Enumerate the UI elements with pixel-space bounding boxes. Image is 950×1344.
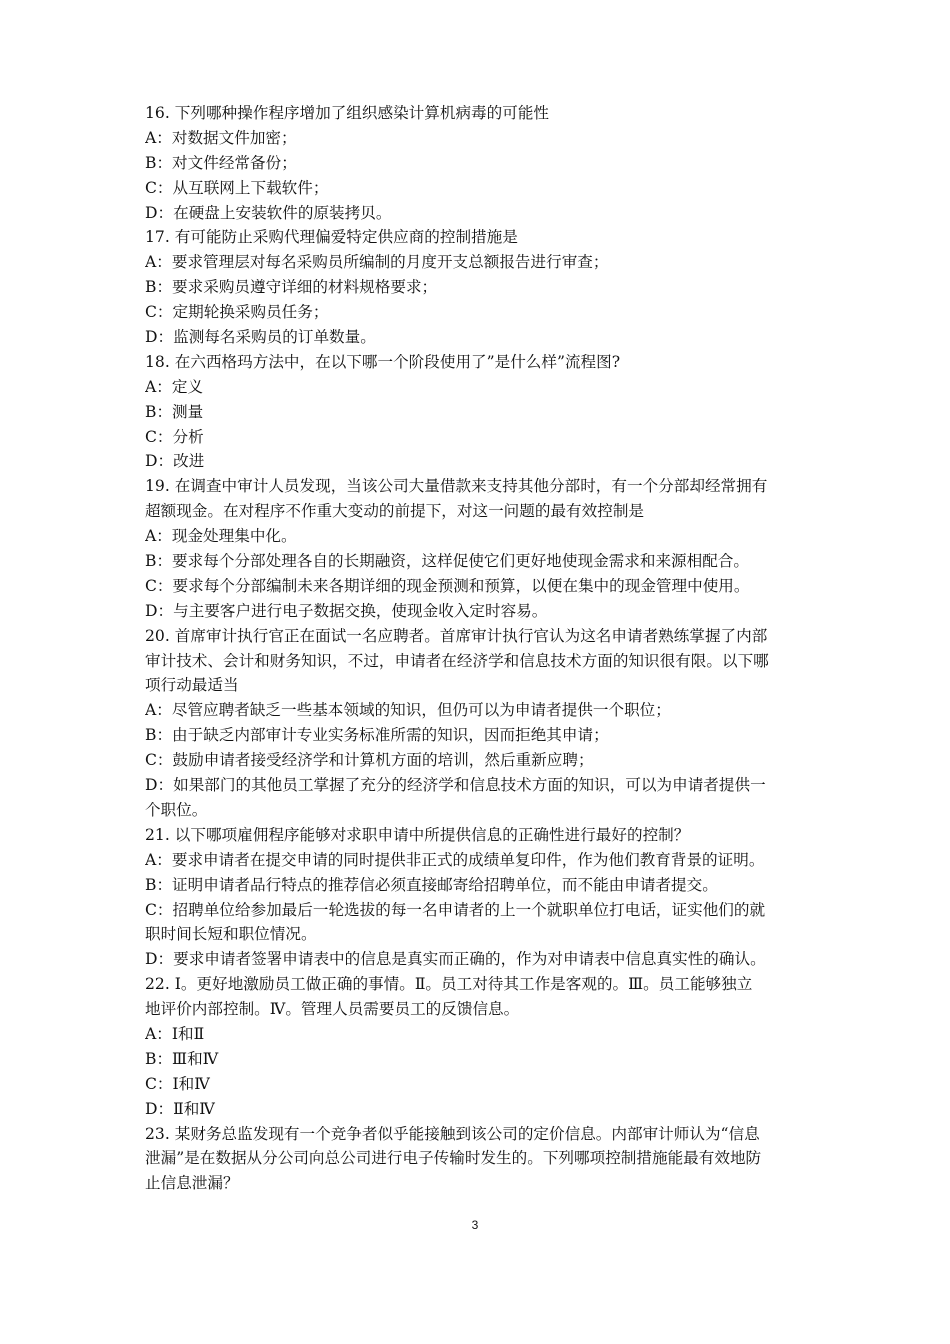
text-line: A：对数据文件加密；: [145, 128, 297, 147]
page-body: [145, 101, 821, 1196]
text-line: 止信息泄漏？: [145, 1174, 239, 1193]
text-line: 地评价内部控制。Ⅳ。管理人员需要员工的反馈信息。: [145, 1000, 520, 1019]
text-line: 18. 在六西格玛方法中，在以下哪一个阶段使用了”是什么样”流程图?: [145, 352, 621, 371]
text-line: A：现金处理集中化。: [145, 527, 297, 546]
text-line: 泄漏”是在数据从分公司向总公司进行电子传输时发生的。下列哪项控制措施能最有效地防: [145, 1149, 762, 1168]
text-line: 超额现金。在对程序不作重大变动的前提下，对这一问题的最有效控制是: [145, 502, 645, 521]
text-line: C：Ⅰ和Ⅳ: [145, 1074, 210, 1093]
text-line: 22. Ⅰ。更好地激励员工做正确的事情。Ⅱ。员工对待其工作是客观的。Ⅲ。员工能够独立: [145, 975, 753, 994]
text-line: C：要求每个分部编制未来各期详细的现金预测和预算，以便在集中的现金管理中使用。: [145, 576, 750, 595]
text-line: B：对文件经常备份；: [145, 153, 297, 172]
text-line: C：定期轮换采购员任务；: [145, 303, 329, 322]
text-line: D：如果部门的其他员工掌握了充分的经济学和信息技术方面的知识，可以为申请者提供一: [145, 776, 766, 795]
text-line: A：定义: [145, 377, 204, 396]
text-line: 个职位。: [145, 800, 208, 819]
text-line: A：要求申请者在提交申请的同时提供非正式的成绩单复印件，作为他们教育背景的证明。: [145, 850, 765, 869]
text-line: B：证明申请者品行特点的推荐信必须直接邮寄给招聘单位，而不能由申请者提交。: [145, 875, 718, 894]
text-line: 职时间长短和职位情况。: [145, 925, 317, 944]
text-line: D：改进: [145, 452, 205, 471]
text-line: 23. 某财务总监发现有一个竞争者似乎能接触到该公司的定价信息。内部审计师认为“信息: [145, 1124, 760, 1143]
text-line: 21. 以下哪项雇佣程序能够对求职申请中所提供信息的正确性进行最好的控制？: [145, 825, 690, 844]
text-line: 审计技术、会计和财务知识，不过，申请者在经济学和信息技术方面的知识很有限。以下哪: [145, 651, 769, 670]
text-line: 17. 有可能防止采购代理偏爱特定供应商的控制措施是: [145, 228, 518, 247]
text-line: C：鼓励申请者接受经济学和计算机方面的培训，然后重新应聘；: [145, 751, 594, 770]
text-line: 16. 下列哪种操作程序增加了组织感染计算机病毒的可能性: [145, 104, 550, 122]
text-line: D：Ⅱ和Ⅳ: [145, 1099, 215, 1118]
text-line: B：要求采购员遵守详细的材料规格要求；: [145, 278, 438, 297]
page-number: 3: [471, 1218, 479, 1232]
text-line: D：在硬盘上安装软件的原装拷贝。: [145, 203, 392, 222]
text-line: B：要求每个分部处理各自的长期融资，这样促使它们更好地使现金需求和来源相配合。: [145, 552, 750, 571]
text-line: C：分析: [145, 427, 204, 446]
text-line: C：从互联网上下载软件；: [145, 178, 329, 197]
text-line: A：Ⅰ和Ⅱ: [145, 1024, 205, 1043]
text-line: A：要求管理层对每名采购员所编制的月度开支总额报告进行审查；: [145, 253, 609, 272]
text-line: D：监测每名采购员的订单数量。: [145, 328, 376, 347]
text-line: 20. 首席审计执行官正在面试一名应聘者。首席审计执行官认为这名申请者熟练掌握了内部: [145, 626, 768, 645]
text-line: B：测量: [145, 402, 204, 421]
text-line: B：Ⅲ和Ⅳ: [145, 1049, 219, 1068]
text-line: 19. 在调查中审计人员发现，当该公司大量借款来支持其他分部时，有一个分部却经常拥有: [145, 477, 768, 496]
text-line: A：尽管应聘者缺乏一些基本领域的知识，但仍可以为申请者提供一个职位；: [145, 701, 671, 720]
text-line: C：招聘单位给参加最后一轮选拔的每一名申请者的上一个就职单位打电话，证实他们的就: [145, 900, 766, 919]
text-line: D：要求申请者签署申请表中的信息是真实而正确的，作为对申请表中信息真实性的确认。: [145, 950, 766, 969]
text-line: B：由于缺乏内部审计专业实务标准所需的知识，因而拒绝其申请；: [145, 726, 609, 745]
text-line: 项行动最适当: [145, 676, 239, 695]
text-line: D：与主要客户进行电子数据交换，使现金收入定时容易。: [145, 601, 548, 620]
